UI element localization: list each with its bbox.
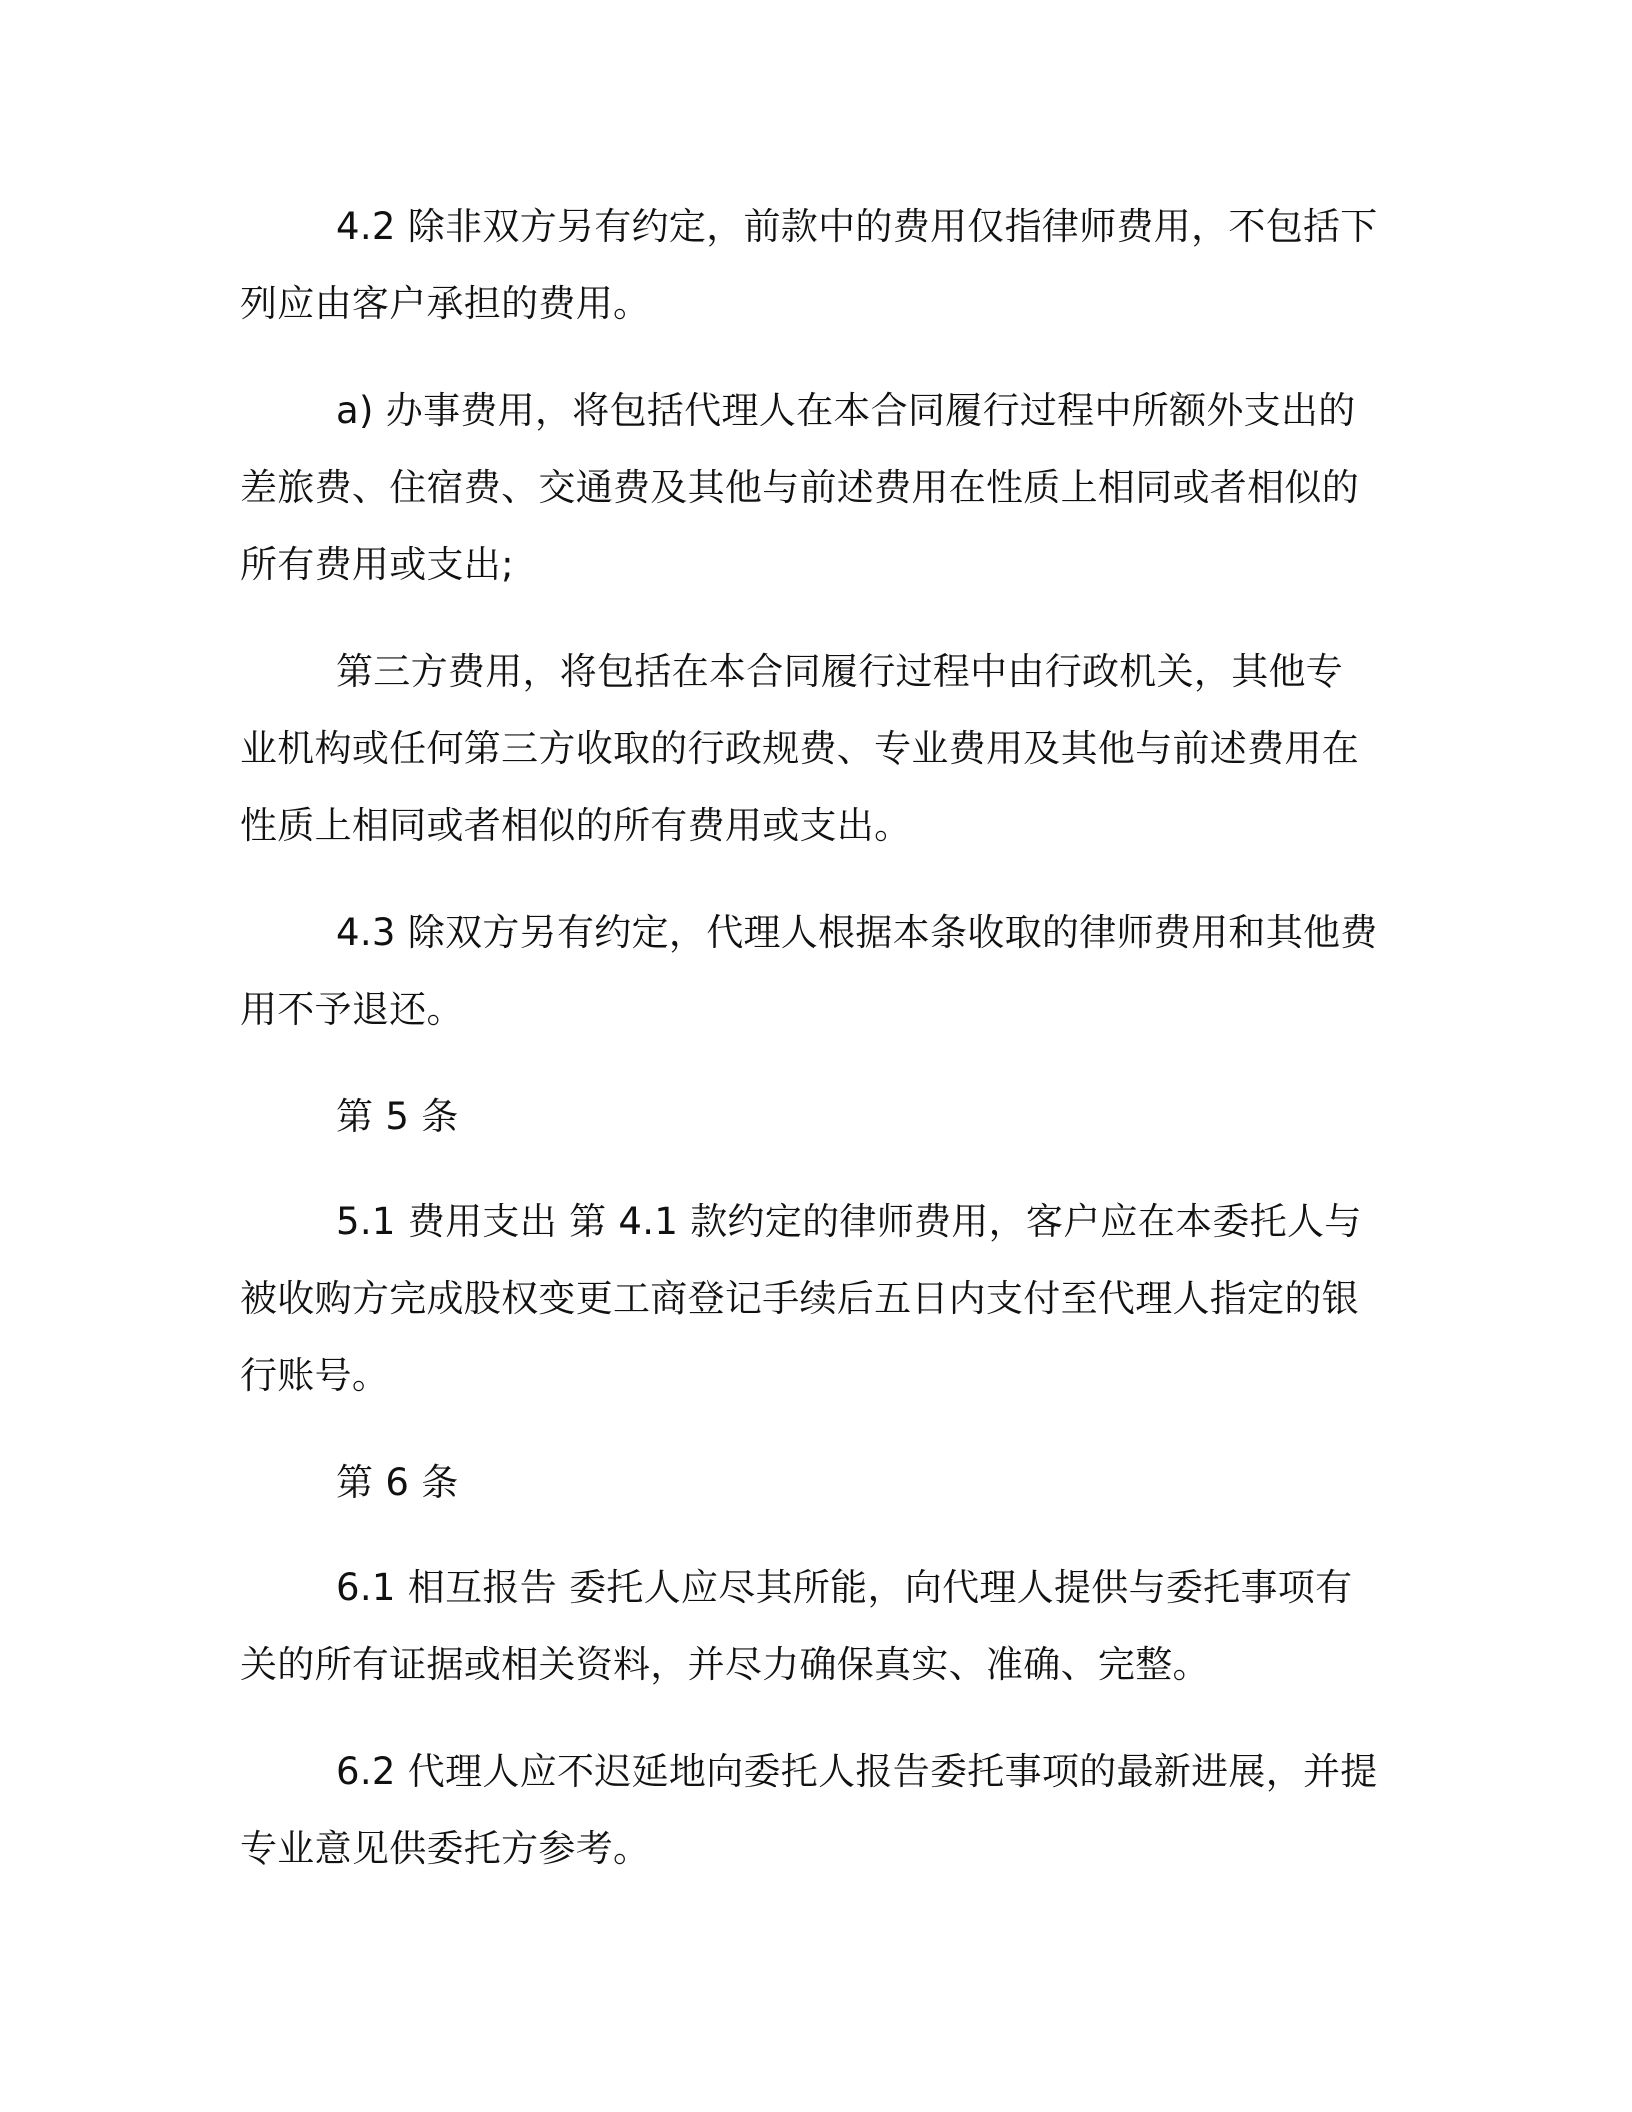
- paragraph-6-2: 6.2 代理人应不迟延地向委托人报告委托事项的最新进展，并提专业意见供委托方参考。: [240, 1750, 1378, 1870]
- paragraph-third-party-fees: 第三方费用，将包括在本合同履行过程中由行政机关，其他专业机构或任何第三方收取的行政规费、专业费用及其他与前述费用在性质上相同或者相似的所有费用或支出。: [240, 650, 1359, 847]
- paragraph-4-2: 4.2 除非双方另有约定，前款中的费用仅指律师费用，不包括下列应由客户承担的费用。: [240, 205, 1378, 325]
- paragraph-4-2-a: a) 办事费用，将包括代理人在本合同履行过程中所额外支出的差旅费、住宿费、交通费及其他与前述费用在性质上相同或者相似的所有费用或支出;: [240, 389, 1359, 586]
- document-body: [240, 188, 1380, 1917]
- article-6-heading: 第 6 条: [336, 1461, 459, 1504]
- paragraph-6-1: 6.1 相互报告 委托人应尽其所能，向代理人提供与委托事项有关的所有证据或相关资料，并尽力确保真实、准确、完整。: [240, 1566, 1353, 1686]
- paragraph-4-3: 4.3 除双方另有约定，代理人根据本条收取的律师费用和其他费用不予退还。: [240, 911, 1378, 1031]
- article-5-heading: 第 5 条: [336, 1095, 459, 1138]
- paragraph-5-1: 5.1 费用支出 第 4.1 款约定的律师费用，客户应在本委托人与被收购方完成股权变更工商登记手续后五日内支付至代理人指定的银行账号。: [240, 1200, 1362, 1397]
